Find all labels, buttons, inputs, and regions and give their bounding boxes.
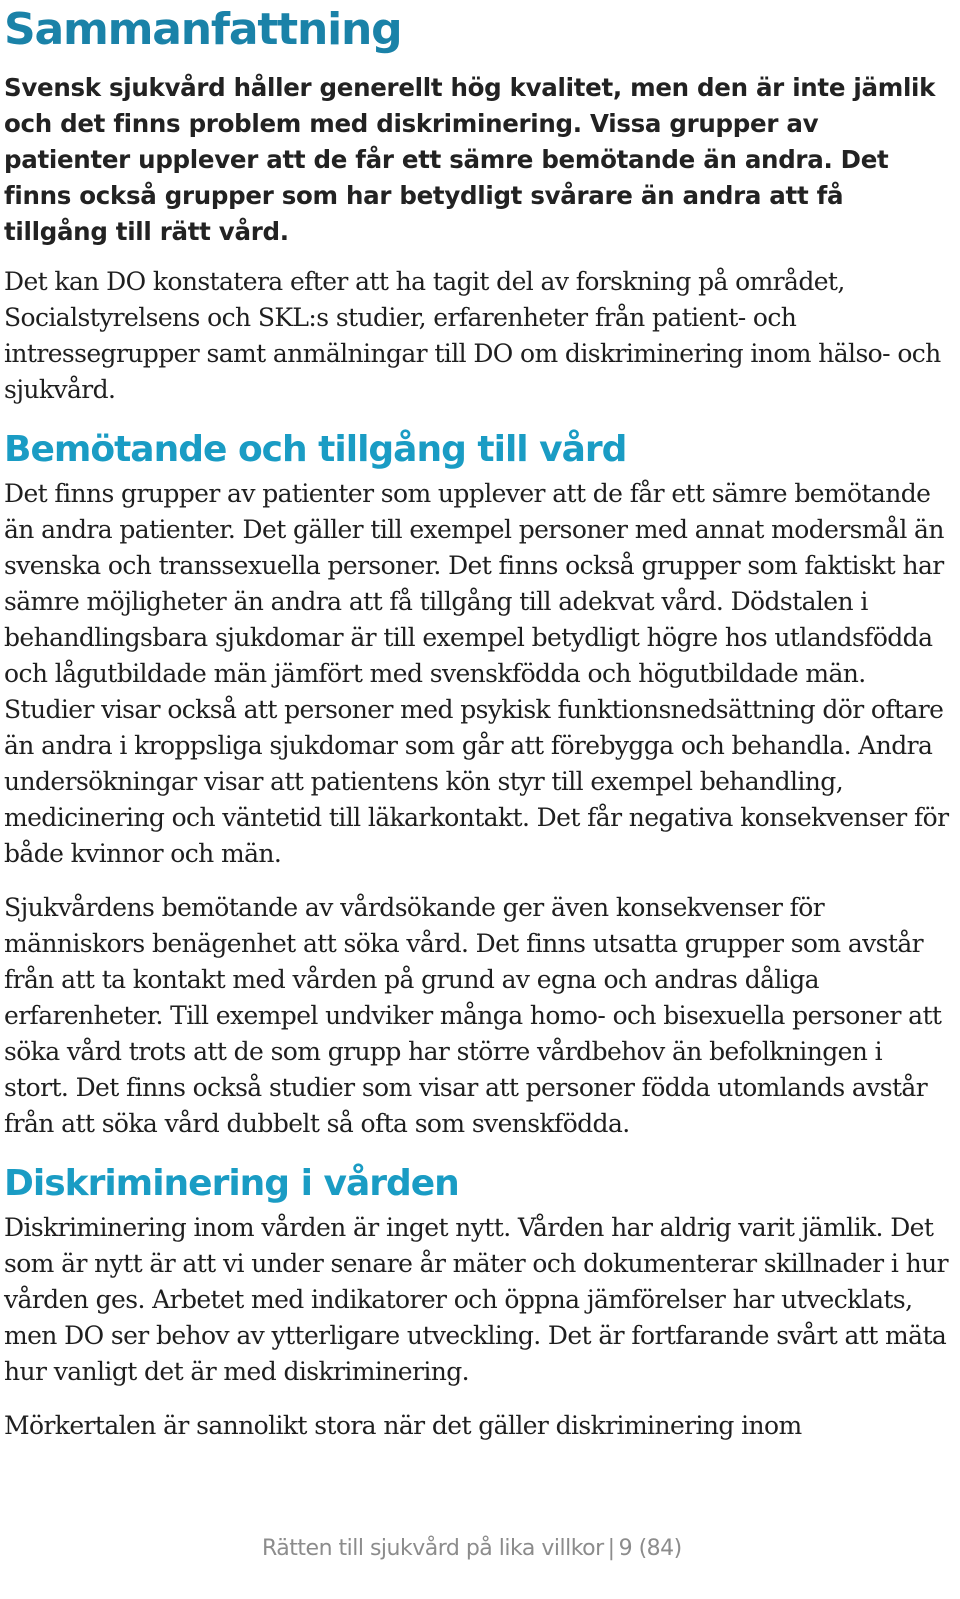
- page-footer: [262, 1536, 682, 1561]
- section-heading-diskriminering: Diskriminering i vården: [4, 1163, 459, 1204]
- body-paragraph: Mörkertalen är sannolikt stora när det gäller diskriminering inom: [4, 1411, 802, 1440]
- footer-publication-title: Rätten till sjukvård på lika villkor: [262, 1536, 604, 1561]
- intro-paragraph: Det kan DO konstatera efter att ha tagit del av forskning på området, Socialstyrelsens och SKL:s studier, erfarenheter från patient- och intressegrupper samt anmälningar till DO om diskriminering inom hälso- och sjukvård.: [4, 267, 941, 404]
- page-title: Sammanfattning: [4, 4, 402, 55]
- body-paragraph: Sjukvårdens bemötande av vårdsökande ger även konsekvenser för människors benägenhet att söka vård. Det finns utsatta grupper som avstår från att ta kontakt med vården på grund av egna och andras dåliga erfarenheter. Till exempel undviker många homo- och bisexuella personer att söka vård trots att de som grupp har större vårdbehov än befolkningen i stort. Det finns också studier som visar att personer födda utomlands avstår från att söka vård dubbelt så ofta som svenskfödda.: [4, 893, 942, 1138]
- section-heading-bemotande: Bemötande och tillgång till vård: [4, 429, 627, 470]
- footer-page-number: 9 (84): [618, 1536, 682, 1561]
- footer-separator: |: [607, 1536, 615, 1561]
- body-paragraph: Det finns grupper av patienter som upplever att de får ett sämre bemötande än andra patienter. Det gäller till exempel personer med annat modersmål än svenska och transsexuella personer. Det finns också grupper som faktiskt har sämre möjligheter än andra att få tillgång till adekvat vård. Dödstalen i behandlingsbara sjukdomar är till exempel betydligt högre hos utlandsfödda och lågutbildade män jämfört med svenskfödda och högutbildade män. Studier visar också att personer med psykisk funktionsnedsättning dör oftare än andra i kroppsliga sjukdomar som går att förebygga och behandla. Andra undersökningar visar att patientens kön styr till exempel behandling, medicinering och väntetid till läkarkontakt. Det får negativa konsekvenser för både kvinnor och män.: [4, 479, 949, 868]
- lead-paragraph: Svensk sjukvård håller generellt hög kvalitet, men den är inte jämlik och det finns problem med diskriminering. Vissa grupper av patienter upplever att de får ett sämre bemötande än andra. Det finns också grupper som har betydligt svårare än andra att få tillgång till rätt vård.: [4, 73, 936, 246]
- document-page: [4, 0, 950, 1444]
- body-paragraph: Diskriminering inom vården är inget nytt. Vården har aldrig varit jämlik. Det som är nytt är att vi under senare år mäter och dokumenterar skillnader i hur vården ges. Arbetet med indikatorer och öppna jämförelser har utvecklats, men DO ser behov av ytterligare utveckling. Det är fortfarande svårt att mäta hur vanligt det är med diskriminering.: [4, 1213, 948, 1386]
